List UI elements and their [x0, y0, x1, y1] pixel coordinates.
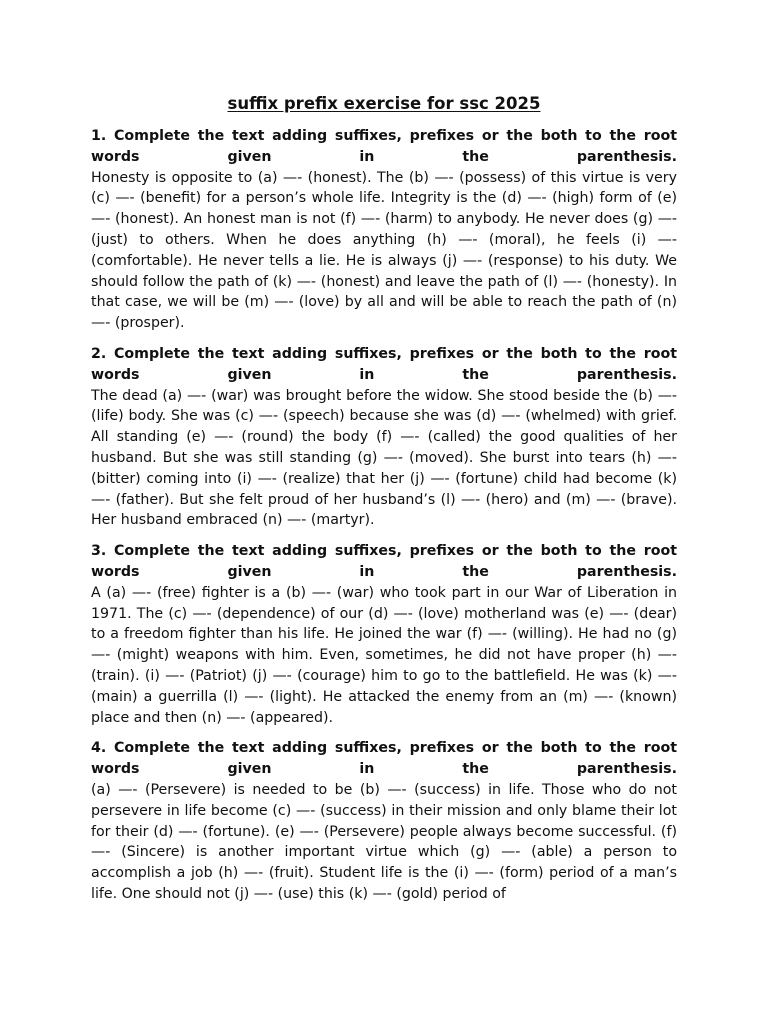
document-title: suffix prefix exercise for ssc 2025: [227, 94, 541, 113]
exercise-heading: 4. Complete the text adding suffixes, prefixes or the both to the root words given in the parenthesis.: [91, 740, 677, 778]
exercise-2: [91, 344, 677, 531]
exercise-body: The dead (a) —- (war) was brought before the widow. She stood beside the (b) —- (life) body. She was (c) —- (speech) because she was (d) —- (whelmed) with grief. All standing (e) —- (round) the body (f) —- (called) the good qualities of her husband. But she was still standing (g) —- (moved). She burst into tears (h) —- (bitter) coming into (i) —- (realize) that her (j) —- (fortune) child had become (k) —- (father). But she felt proud of her husband’s (l) —- (hero) and (m) —- (brave). Her husband embraced (n) —- (martyr).: [91, 387, 677, 529]
exercise-3: [91, 541, 677, 728]
exercise-heading: 1. Complete the text adding suffixes, prefixes or the both to the root words given in the parenthesis.: [91, 128, 677, 165]
exercise-1: [91, 126, 677, 334]
document-page: [91, 92, 677, 915]
exercise-heading: 2. Complete the text adding suffixes, prefixes or the both to the root words given in the parenthesis.: [91, 345, 677, 383]
exercise-body: (a) —- (Persevere) is needed to be (b) —- (success) in life. Those who do not persevere in life become (c) —- (success) in their mission and only blame their lot for their (d) —- (fortune). (e) —- (Persevere) people always become successful. (f) —- (Sincere) is another important virtue which (g) —- (able) a person to accomplish a job (h) —- (fruit). Student life is the (i) —- (form) period of a man’s life. One should not (j) —- (use) this (k) —- (gold) period of: [91, 781, 677, 902]
exercise-heading: 3. Complete the text adding suffixes, prefixes or the both to the root words given in the parenthesis.: [91, 543, 677, 580]
exercise-4: [91, 738, 677, 904]
exercise-body: A (a) —- (free) fighter is a (b) —- (war) who took part in our War of Liberation in 1971. The (c) —- (dependence) of our (d) —- (love) motherland was (e) —- (dear) to a freedom fighter than his life. He joined the war (f) —- (willing). He had no (g) —- (might) weapons with him. Even, sometimes, he did not have proper (h) —- (train). (i) —- (Patriot) (j) —- (courage) him to go to the battlefield. He was (k) —- (main) a guerrilla (l) —- (light). He attacked the enemy from an (m) —- (known) place and then (n) —- (appeared).: [91, 584, 677, 726]
exercise-body: Honesty is opposite to (a) —- (honest). The (b) —- (possess) of this virtue is very (c) —- (benefit) for a person’s whole life. Integrity is the (d) —- (high) form of (e) —- (honest). An honest man is not (f) —- (harm) to anybody. He never does (g) —- (just) to others. When he does anything (h) —- (moral), he feels (i) —- (comfortable). He never tells a lie. He is always (j) —- (response) to his duty. We should follow the path of (k) —- (honest) and leave the path of (l) —- (honesty). In that case, we will be (m) —- (love) by all and will be able to reach the path of (n) —- (prosper).: [91, 169, 677, 332]
